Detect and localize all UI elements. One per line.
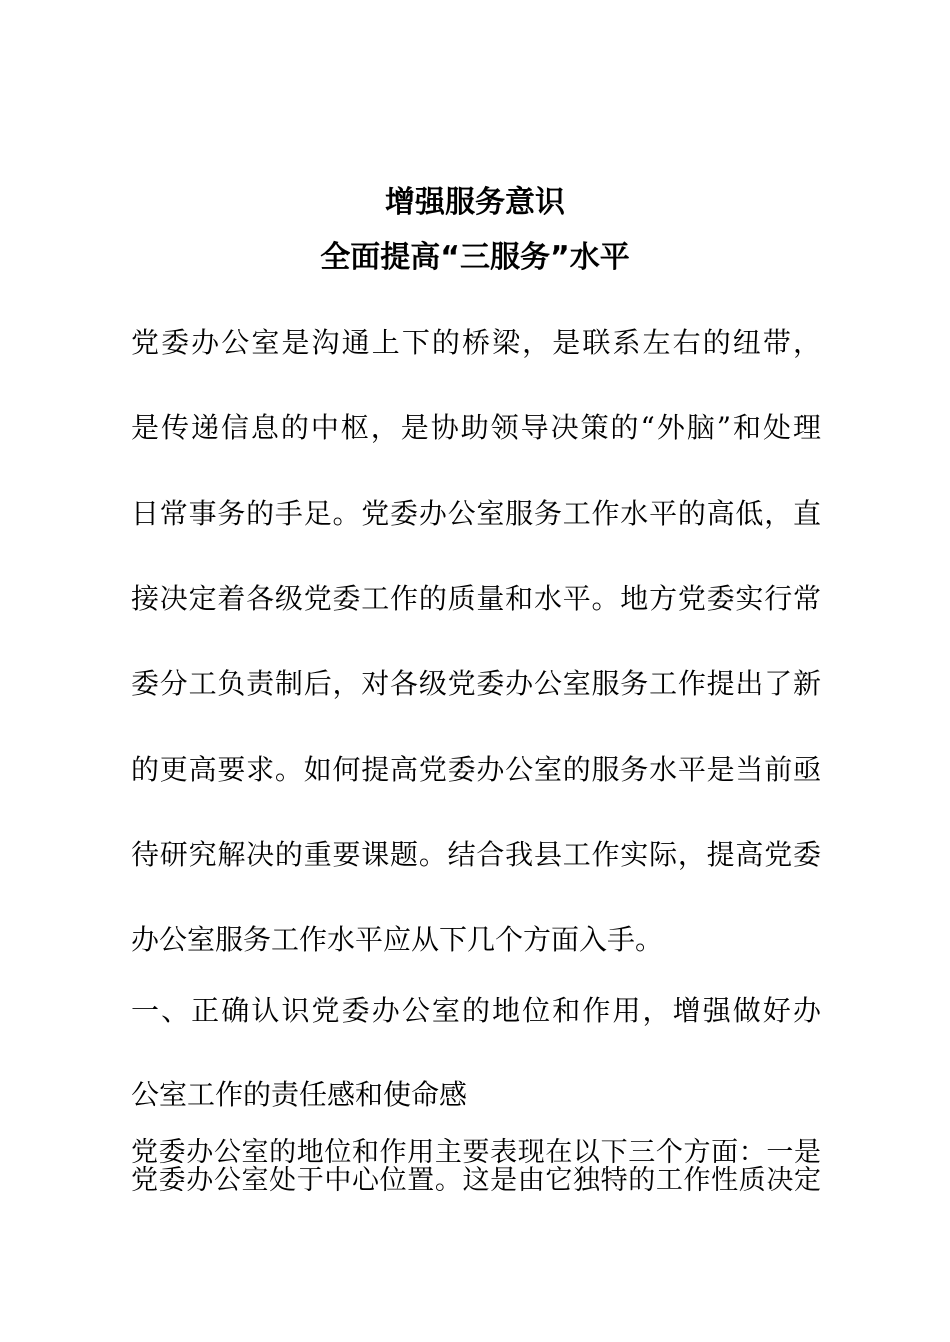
intro-line: 接决定着各级党委工作的质量和水平。地方党委实行常: [131, 582, 821, 615]
document-subtitle: 全面提高“三服务”水平: [320, 240, 630, 275]
section-heading: 公室工作的责任感和使命感: [131, 1078, 468, 1111]
intro-line: 日常事务的手足。党委办公室服务工作水平的高低，直: [131, 497, 821, 530]
intro-line: 待研究解决的重要课题。结合我县工作实际，提高党委: [131, 838, 821, 871]
intro-line: 办公室服务工作水平应从下几个方面入手。: [131, 923, 664, 956]
intro-line: 委分工负责制后，对各级党委办公室服务工作提出了新: [131, 667, 821, 700]
section-body-line: 党委办公室处于中心位置。这是由它独特的工作性质决定: [131, 1165, 821, 1196]
intro-line: 党委办公室是沟通上下的桥梁，是联系左右的纽带，: [131, 326, 821, 359]
section-heading: 一、正确认识党委办公室的地位和作用，增强做好办: [131, 994, 821, 1027]
intro-line: 的更高要求。如何提高党委办公室的服务水平是当前亟: [131, 753, 821, 786]
intro-line: 是传递信息的中枢，是协助领导决策的“外脑”和处理: [131, 411, 821, 444]
document-title: 增强服务意识: [385, 185, 565, 220]
section-body-line: 党委办公室的地位和作用主要表现在以下三个方面：一是: [131, 1137, 821, 1168]
